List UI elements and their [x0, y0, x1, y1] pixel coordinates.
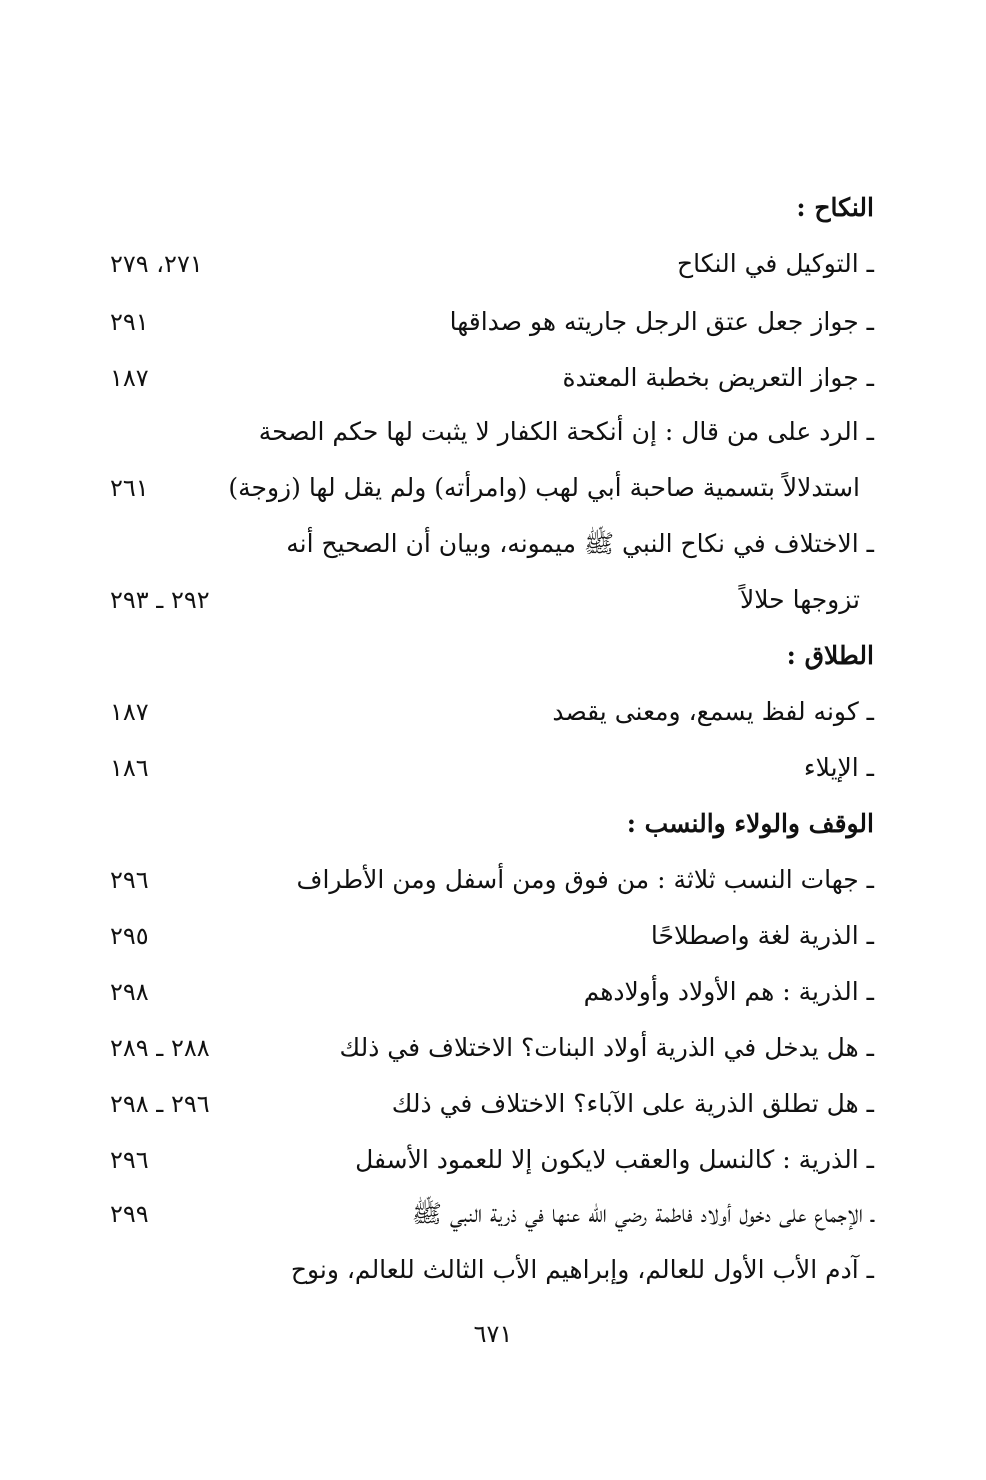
section-heading-text: الطلاق :	[786, 641, 874, 670]
entry-pages: ٢٩٦	[110, 1146, 149, 1174]
entry-text: ـ جهات النسب ثلاثة : من فوق ومن أسفل ومن الأطراف	[296, 865, 874, 894]
entry-text: ـ آدم الأب الأول للعالم، وإبراهيم الأب الثالث للعالم، ونوح	[290, 1255, 874, 1284]
entry-pages: ٢٩٩	[110, 1200, 149, 1228]
entry-text: ـ جواز التعريض بخطبة المعتدة	[562, 363, 874, 392]
index-entry	[110, 914, 874, 958]
entry-text: ـ الإجماع على دخول أولاد فاطمة رضي الله عنها في ذرية النبي ﷺ	[411, 1199, 874, 1228]
section-heading-marriage	[110, 186, 874, 230]
page-number: ٦٧١	[473, 1320, 513, 1348]
entry-pages: ٢٧١، ٢٧٩	[110, 250, 203, 278]
index-entry	[110, 690, 874, 734]
entry-pages: ٢٦١	[110, 474, 149, 502]
entry-pages: ١٨٧	[110, 364, 149, 392]
section-heading-endowment	[110, 802, 874, 846]
entry-text: ـ الرد على من قال : إن أنكحة الكفار لا يثبت لها حكم الصحة	[258, 417, 874, 446]
index-entry	[110, 858, 874, 902]
entry-pages: ١٨٦	[110, 754, 149, 782]
entry-text: ـ الإيلاء	[803, 753, 874, 782]
index-entry	[110, 1026, 874, 1070]
index-entry	[110, 242, 874, 286]
entry-pages: ٢٨٨ ـ ٢٨٩	[110, 1034, 210, 1062]
entry-pages: ٢٩٥	[110, 922, 149, 950]
index-entry	[110, 300, 874, 344]
index-entry	[110, 746, 874, 790]
entry-text: ـ الذرية : كالنسل والعقب لايكون إلا للعمود الأسفل	[355, 1145, 874, 1174]
entry-text-continued: استدلالاً بتسمية صاحبة أبي لهب (وامرأته) ولم يقل لها (زوجة)	[228, 473, 860, 502]
index-entry	[110, 1248, 874, 1292]
section-heading-text: النكاح :	[796, 193, 874, 222]
entry-pages: ٢٩٢ ـ ٢٩٣	[110, 586, 210, 614]
index-entry	[110, 410, 874, 454]
index-entry	[110, 1192, 874, 1236]
entry-text: ـ هل تطلق الذرية على الآباء؟ الاختلاف في ذلك	[391, 1089, 874, 1118]
entry-text: ـ الاختلاف في نكاح النبي ﷺ ميمونه، وبيان أن الصحيح أنه	[286, 529, 874, 558]
entry-text: ـ الذرية : هم الأولاد وأولادهم	[583, 977, 874, 1006]
entry-pages: ٢٩٦	[110, 866, 149, 894]
index-entry	[110, 1138, 874, 1182]
entry-pages: ٢٩٨	[110, 978, 149, 1006]
entry-text-continued: تزوجها حلالاً	[740, 585, 860, 614]
entry-pages: ٢٩١	[110, 308, 149, 336]
entry-pages: ٢٩٦ ـ ٢٩٨	[110, 1090, 210, 1118]
index-entry	[110, 1082, 874, 1126]
entry-text: ـ كونه لفظ يسمع، ومعنى يقصد	[552, 697, 874, 726]
entry-text: ـ جواز جعل عتق الرجل جاريته هو صداقها	[449, 307, 874, 336]
index-entry	[110, 970, 874, 1014]
entry-text: ـ الذرية لغة واصطلاحًا	[650, 921, 874, 950]
section-heading-text: الوقف والولاء والنسب :	[626, 809, 874, 838]
index-entry	[110, 356, 874, 400]
index-entry-continuation	[110, 578, 874, 622]
index-entry	[110, 522, 874, 566]
index-entry-continuation	[110, 466, 874, 510]
entry-text: ـ هل يدخل في الذرية أولاد البنات؟ الاختلاف في ذلك	[339, 1033, 874, 1062]
entry-text: ـ التوكيل في النكاح	[676, 249, 874, 278]
section-heading-divorce	[110, 634, 874, 678]
entry-pages: ١٨٧	[110, 698, 149, 726]
